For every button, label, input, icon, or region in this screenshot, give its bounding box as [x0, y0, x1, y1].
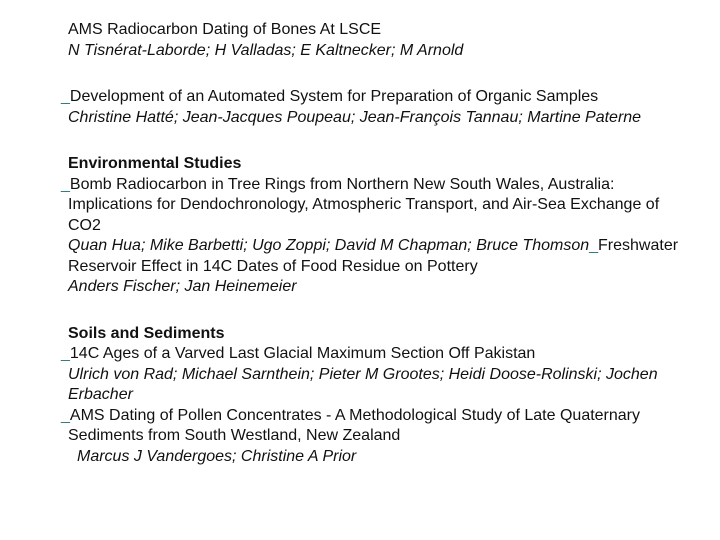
text-line: [68, 108, 720, 129]
paper-title-text: CO2: [68, 216, 101, 234]
paper-title-text: Reservoir Effect in 14C Dates of Food Residue on Pottery: [68, 257, 478, 275]
paper-authors-text: Marcus J Vandergoes; Christine A Prior: [77, 447, 357, 465]
paper-title-text: Sediments from South Westland, New Zealand: [68, 427, 401, 444]
text-line: [68, 195, 720, 216]
anchor-underscore-mark: _: [61, 175, 70, 193]
text-block: [61, 154, 720, 298]
section-heading: Environmental Studies: [68, 155, 242, 172]
text-line: [68, 277, 720, 298]
text-line: [68, 426, 720, 447]
paper-authors-text: N Tisnérat-Laborde; H Valladas; E Kaltnecker; M Arnold: [68, 41, 464, 59]
anchor-underscore-mark: _: [61, 406, 70, 424]
anchor-underscore-mark: _: [61, 88, 70, 105]
text-line: [68, 236, 720, 257]
text-line: [61, 406, 720, 427]
paper-title-text: AMS Radiocarbon Dating of Bones At LSCE: [68, 21, 382, 38]
paper-authors-text: Ulrich von Rad; Michael Sarnthein; Pieter M Grootes; Heidi Doose-Rolinski; Jochen: [68, 365, 658, 383]
text-line: [68, 324, 720, 345]
text-line: [68, 41, 720, 62]
text-line: [61, 175, 720, 196]
text-line: [68, 216, 720, 237]
paper-authors-text: Anders Fischer; Jan Heinemeier: [68, 278, 297, 295]
section-heading: Soils and Sediments: [68, 324, 225, 342]
text-line: [61, 87, 720, 108]
paper-authors-text: Christine Hatté; Jean-Jacques Poupeau; Jean-François Tannau; Martine Paterne: [68, 108, 642, 126]
anchor-underscore-mark: _: [589, 237, 599, 254]
text-block: [61, 324, 720, 468]
text-block: [68, 20, 720, 61]
text-line: [68, 154, 720, 175]
paper-title-text: Freshwater: [598, 237, 679, 254]
text-line: [61, 344, 720, 365]
paper-authors-text: Quan Hua; Mike Barbetti; Ugo Zoppi; David M Chapman; Bruce Thomson: [68, 237, 590, 254]
text-line: [68, 365, 720, 386]
text-line: [68, 257, 720, 278]
paper-authors-text: Erbacher: [68, 386, 133, 403]
text-line: [68, 447, 720, 468]
text-line: [68, 20, 720, 41]
text-block: [61, 87, 720, 128]
text-line: [68, 385, 720, 406]
paper-title-text: Bomb Radiocarbon in Tree Rings from Northern New South Wales, Australia:: [69, 175, 615, 193]
paper-title-text: Implications for Dendochronology, Atmospheric Transport, and Air-Sea Exchange of: [68, 196, 660, 213]
anchor-underscore-mark: _: [61, 345, 70, 362]
paper-title-text: AMS Dating of Pollen Concentrates - A Methodological Study of Late Quaternary: [69, 406, 641, 424]
paper-title-text: 14C Ages of a Varved Last Glacial Maximum Section Off Pakistan: [69, 345, 536, 362]
paper-title-text: Development of an Automated System for Preparation of Organic Samples: [69, 88, 599, 105]
